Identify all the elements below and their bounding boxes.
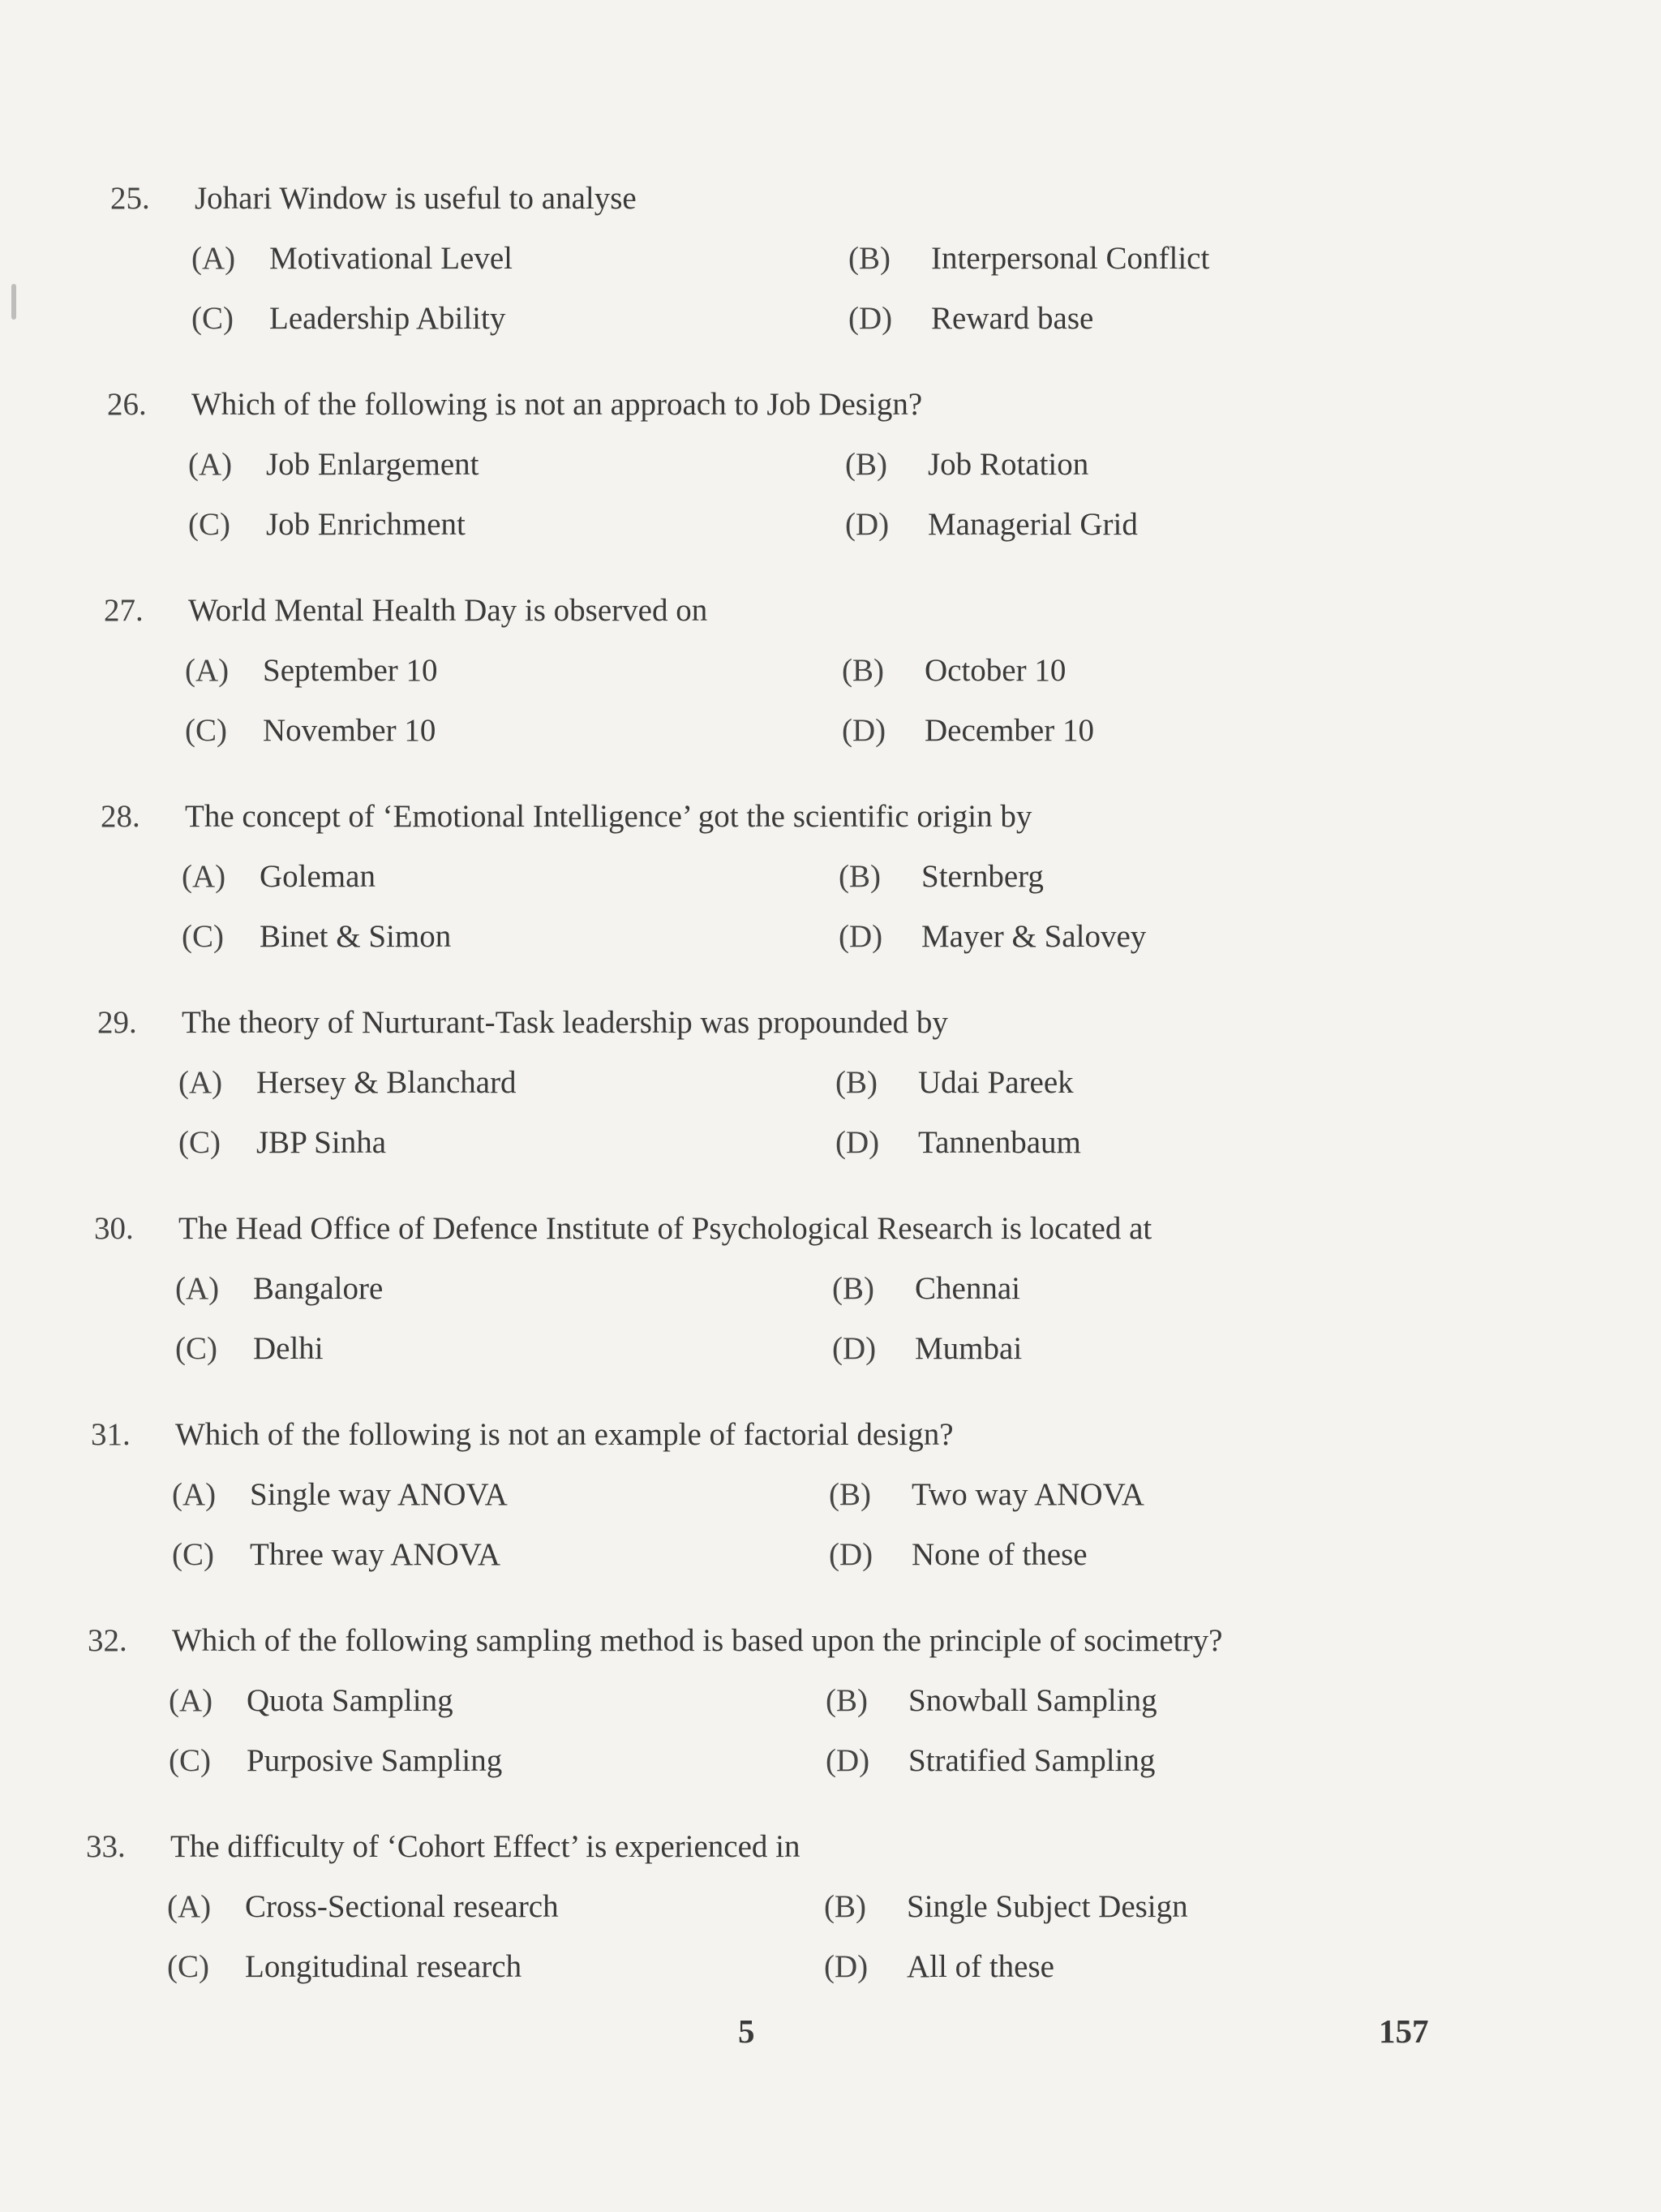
option-text: Job Rotation bbox=[928, 447, 1089, 482]
option-text: Cross-Sectional research bbox=[245, 1889, 559, 1924]
option-label: (B) bbox=[848, 241, 891, 276]
option-label: (D) bbox=[839, 919, 883, 954]
option-label: (C) bbox=[172, 1537, 214, 1572]
option-text: Three way ANOVA bbox=[250, 1537, 501, 1572]
question-number: 27. bbox=[104, 593, 144, 628]
question-number: 26. bbox=[107, 387, 147, 422]
option-label: (B) bbox=[835, 1065, 878, 1100]
option-label: (B) bbox=[826, 1683, 868, 1718]
option-label: (A) bbox=[172, 1477, 217, 1512]
option-text: Chennai bbox=[915, 1271, 1020, 1306]
option-text: Mumbai bbox=[915, 1331, 1023, 1366]
question-number: 33. bbox=[86, 1829, 126, 1864]
option-text: Snowball Sampling bbox=[908, 1683, 1157, 1718]
option-label: (B) bbox=[832, 1271, 874, 1306]
option-text: September 10 bbox=[263, 653, 438, 688]
option-text: Job Enrichment bbox=[266, 507, 466, 542]
question-text: Which of the following is not an approach to Job Design? bbox=[191, 387, 923, 422]
option-text: Goleman bbox=[260, 859, 376, 894]
option-text: Interpersonal Conflict bbox=[931, 241, 1210, 276]
question-number: 30. bbox=[94, 1211, 134, 1246]
option-label: (C) bbox=[178, 1125, 221, 1160]
option-label: (A) bbox=[185, 653, 230, 688]
option-label: (D) bbox=[835, 1125, 880, 1160]
option-label: (B) bbox=[842, 653, 884, 688]
question-text: The concept of ‘Emotional Intelligence’ got the scientific origin by bbox=[185, 799, 1032, 834]
question-33 bbox=[0, 1828, 1661, 2023]
option-text: Purposive Sampling bbox=[247, 1743, 503, 1778]
option-label: (B) bbox=[839, 859, 881, 894]
question-text: Which of the following is not an example of factorial design? bbox=[175, 1417, 954, 1452]
option-label: (C) bbox=[175, 1331, 217, 1366]
option-label: (D) bbox=[832, 1331, 877, 1366]
option-label: (A) bbox=[178, 1065, 223, 1100]
option-text: Managerial Grid bbox=[928, 507, 1138, 542]
option-text: Leadership Ability bbox=[269, 301, 506, 336]
option-text: Udai Pareek bbox=[918, 1065, 1074, 1100]
option-text: Binet & Simon bbox=[260, 919, 452, 954]
option-label: (C) bbox=[169, 1743, 211, 1778]
question-30 bbox=[0, 1210, 1661, 1405]
question-text: The Head Office of Defence Institute of Psychological Research is located at bbox=[178, 1211, 1152, 1246]
option-label: (B) bbox=[845, 447, 887, 482]
option-text: Single Subject Design bbox=[907, 1889, 1188, 1924]
option-text: October 10 bbox=[925, 653, 1067, 688]
question-number: 31. bbox=[91, 1417, 131, 1452]
option-label: (A) bbox=[188, 447, 233, 482]
option-label: (C) bbox=[185, 713, 227, 748]
question-number: 28. bbox=[101, 799, 140, 834]
question-text: Johari Window is useful to analyse bbox=[195, 181, 637, 216]
option-label: (D) bbox=[829, 1537, 873, 1572]
option-text: November 10 bbox=[263, 713, 436, 748]
option-text: All of these bbox=[907, 1949, 1054, 1984]
option-text: Quota Sampling bbox=[247, 1683, 453, 1718]
question-32 bbox=[0, 1622, 1661, 1817]
option-label: (C) bbox=[191, 301, 234, 336]
question-31 bbox=[0, 1416, 1661, 1611]
option-text: Two way ANOVA bbox=[912, 1477, 1144, 1512]
option-text: Stratified Sampling bbox=[908, 1743, 1156, 1778]
question-text: The difficulty of ‘Cohort Effect’ is experienced in bbox=[170, 1829, 800, 1864]
option-text: Motivational Level bbox=[269, 241, 513, 276]
option-text: Job Enlargement bbox=[266, 447, 479, 482]
question-26 bbox=[0, 386, 1661, 581]
question-28 bbox=[0, 798, 1661, 993]
question-number: 29. bbox=[97, 1005, 137, 1040]
option-label: (D) bbox=[824, 1949, 869, 1984]
option-label: (A) bbox=[191, 241, 236, 276]
option-text: Single way ANOVA bbox=[250, 1477, 508, 1512]
question-25 bbox=[0, 180, 1661, 375]
option-text: Reward base bbox=[931, 301, 1094, 336]
booklet-code: 157 bbox=[1379, 2012, 1429, 2050]
option-text: Longitudinal research bbox=[245, 1949, 522, 1984]
option-text: None of these bbox=[912, 1537, 1088, 1572]
option-label: (A) bbox=[175, 1271, 220, 1306]
option-text: Bangalore bbox=[253, 1271, 384, 1306]
option-label: (A) bbox=[167, 1889, 212, 1924]
option-label: (D) bbox=[845, 507, 890, 542]
option-label: (D) bbox=[826, 1743, 870, 1778]
option-text: Mayer & Salovey bbox=[921, 919, 1147, 954]
option-text: December 10 bbox=[925, 713, 1094, 748]
page-number: 5 bbox=[738, 2012, 755, 2050]
option-label: (A) bbox=[182, 859, 226, 894]
question-text: World Mental Health Day is observed on bbox=[188, 593, 708, 628]
option-label: (A) bbox=[169, 1683, 213, 1718]
question-29 bbox=[0, 1004, 1661, 1199]
option-text: Tannenbaum bbox=[918, 1125, 1081, 1160]
option-label: (C) bbox=[182, 919, 224, 954]
option-text: Hersey & Blanchard bbox=[256, 1065, 517, 1100]
option-label: (B) bbox=[824, 1889, 866, 1924]
option-label: (D) bbox=[842, 713, 886, 748]
option-text: Delhi bbox=[253, 1331, 324, 1366]
option-label: (D) bbox=[848, 301, 893, 336]
question-number: 25. bbox=[110, 181, 150, 216]
question-27 bbox=[0, 592, 1661, 787]
question-text: Which of the following sampling method is based upon the principle of socimetry? bbox=[172, 1623, 1223, 1658]
question-number: 32. bbox=[88, 1623, 127, 1658]
option-text: Sternberg bbox=[921, 859, 1044, 894]
option-label: (B) bbox=[829, 1477, 871, 1512]
option-label: (C) bbox=[167, 1949, 209, 1984]
question-text: The theory of Nurturant-Task leadership was propounded by bbox=[182, 1005, 948, 1040]
option-label: (C) bbox=[188, 507, 230, 542]
option-text: JBP Sinha bbox=[256, 1125, 387, 1160]
